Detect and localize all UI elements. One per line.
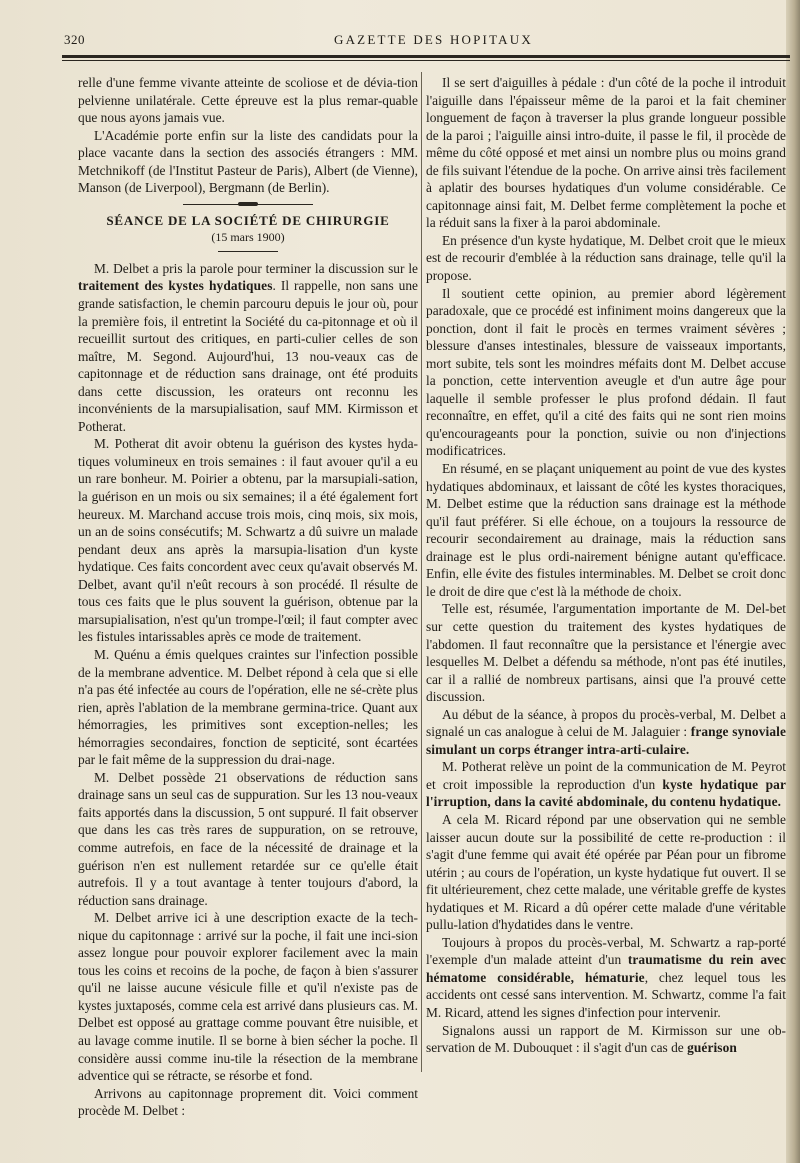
paragraph-quenu: M. Quénu a émis quelques craintes sur l'infection possible de la membrane adventice. M. Delbet répond à cela que si elle n'a pas été infectée au cours de l'opération, elle ne sé-crète plus rien, après l'ablation de la membrane germina-trice. Quant aux hémorragies, les primitives sont exception-nelles; les hémorragies secondaires, fonction de septicité, sont écartées par le fait même de la suppression du drai-nage. — [78, 646, 418, 768]
left-column — [78, 74, 418, 1120]
paragraph-capitonnage: Arrivons au capitonnage proprement dit. Voici comment procède M. Delbet : — [78, 1085, 418, 1119]
header-rule-thin — [62, 60, 790, 61]
bold-traumatisme-rein: traumatisme du rein avec hématome considérable, hématurie — [426, 952, 786, 985]
paragraph-peyrot: M. Potherat relève un point de la communication de M. Peyrot et croit impossible la reproduction d'un kyste hydatique par l'irruption, dans la cavité abdominale, du contenu hydatique. — [426, 759, 786, 810]
column-divider — [421, 72, 422, 1072]
journal-title: GAZETTE DES HOPITAUX — [334, 32, 533, 47]
paragraph-aiguilles: Il se sert d'aiguilles à pédale : d'un côté de la poche il introduit l'aiguille dans l'épaisseur même de la paroi et la fait cheminer longuement de façon à traverser la plus grande longueur possible de la paroi ; l'aiguille ainsi intro-duite, il passe le fil, il procède de même du côté opposé et met ainsi un nombre plus ou moins grand de fils suivant l'étendue de la poche. On arrive ainsi très facilement à aplatir des bourses hydatiques d'un volume considérable. Ce capitonnage ainsi fait, M. Delbet ferme complètement la poche et la réduit sans la fixer à la paroi abdominale. — [426, 75, 786, 231]
bold-kyste-irruption: kyste hydatique par l'irruption, dans la cavité abdominale, du contenu hydatique. — [426, 776, 786, 810]
page-number: 320 — [64, 32, 85, 47]
right-column — [426, 74, 786, 1057]
paragraph-observations: M. Delbet possède 21 observations de réduction sans drainage sans un seul cas de suppuration. Sur les 13 nou-veaux faits apportés dans la discussion, 5 ont suppuré. Il fait observer que dans les cas très rares de suppuration, on se retrouve, comme autrefois, en face de la nécessité de drainage et la guérison n'en est nullement retardée sur ce qu'elle était autrefois. Il y a tout avantage à tenter toujours d'abord, la réduction sans drainage. — [78, 769, 418, 908]
paragraph-ricard: A cela M. Ricard répond par une observation qui ne semble laisser aucun doute sur la possibilité de cette re-production : il s'agit d'une femme qui avait été opérée par Péan pour un fibrome utérin ; au cours de l'opération, un kyste hydatique fut ouvert. Il se fit ultérieurement, chez cette malade, une véritable greffe de kystes hydatiques et M. Ricard a dû opérer cette malade d'une véritable pullu-lation d'hydatides dans le ventre. — [426, 811, 786, 933]
paragraph-presence: En présence d'un kyste hydatique, M. Delbet croit que le mieux est de recourir d'emblée à la réduction sans drainage, telle qu'il la propose. — [426, 232, 786, 284]
paragraph-resume: En résumé, en se plaçant uniquement au point de vue des kystes hydatiques abdominaux, et laissant de côté les kystes thoraciques, M. Delbet estime que la réduction sans drainage est la méthode qu'il faut préférer. Si elle échoue, on a toujours la ressource de recourir secondairement au drainage, mais la réduction sans drainage est le plus ordi-nairement bénigne autant qu'efficace. Enfin, elle évite des fistules interminables. M. Delbet se croit donc le droit de dire que c'est là la méthode de choix. — [426, 461, 786, 599]
paragraph-potherat: M. Potherat dit avoir obtenu la guérison des kystes hyda-tiques volumineux en trois semaines : il faut avouer qu'il a eu un rare bonheur. M. Poirier a obtenu, par la marsupiali-sation, la guérison en un mois ou six semaines; il a été également fort heureux. M. Marchand accuse trois mois, cinq mois, six mois, un an de soins consécutifs; M. Schwartz a dû suivre un malade pendant deux ans après la marsupia-lisation d'un kyste hydatique. Ces faits concordent avec ceux qu'avait observés M. Delbet, avant qu'il n'eût recours à son procédé. Il résulte de tous ces faits que le plus souvent la guérison, obtenue par la marsupialisation, n'est qu'un trompe-l'œil; il faut compter avec les fistules intarissables après ce mode de traitement. — [78, 436, 418, 645]
paragraph-kirmisson: Signalons aussi un rapport de M. Kirmisson sur une ob-servation de M. Dubouquet : il s'agit d'un cas de guérison — [426, 1022, 786, 1056]
bold-frange-synoviale: frange synoviale simulant un corps étranger intra-arti-culaire. — [426, 724, 786, 757]
section-heading: SÉANCE DE LA SOCIÉTÉ DE CHIRURGIE — [106, 212, 390, 228]
header-rule-thick — [62, 55, 790, 58]
bold-guerison: guérison — [687, 1040, 737, 1056]
page-spine-edge — [786, 0, 800, 1163]
paragraph-academie: L'Académie porte enfin sur la liste des candidats pour la place vacante dans la section des associés étrangers : MM. Metchnikoff (de l'Institut Pasteur de Paris), Albert (de Vienne), Manson (de Liverpool), Bergmann (de Berlin). — [78, 127, 418, 196]
paragraph-ponction: Il soutient cette opinion, au premier abord légèrement paradoxale, que ce procédé est infiniment moins dangereux que la ponction, dont il fait le procès en termes vraiment sévères ; blessure d'anses intestinales, blessure de vaisseaux importants, mort subite, tels sont les moindres méfaits dont M. Delbet accuse la ponction, cette intervention aveugle et d'un autre âge pour laquelle il semble professer le plus profond dédain. Il faut reconnaître, en effet, qu'il a cité des faits qui ne sont rien moins qu'encourageants pour la ponction, suivie ou non d'injections modificatrices. — [426, 285, 786, 459]
section-date: (15 mars 1900) — [211, 230, 285, 245]
paragraph-schwartz: Toujours à propos du procès-verbal, M. Schwartz a rap-porté l'exemple d'un malade atteint d'un traumatisme du rein avec hématome considérable, hématurie, chez lequel tous les accidents ont cessé sans intervention. M. Schwartz, comme l'a fait M. Ricard, attend les signes d'infection pour intervenir. — [426, 934, 786, 1020]
paragraph-proces-verbal: Au début de la séance, à propos du procès-verbal, M. Delbet a signalé un cas analogue à celui de M. Jalaguier : frange synoviale simulant un corps étranger intra-arti-culaire. — [426, 706, 786, 757]
paragraph-technique: M. Delbet arrive ici à une description exacte de la tech-nique du capitonnage : arrivé sur la poche, il fait une inci-sion assez longue pour pouvoir explorer facilement avec la main tous les coins et recoins de la poche, de façon à bien s'assurer qu'il ne laisse aucune vésicule fille et qu'il n'existe pas de kystes juxtaposés, comme cela est arrivé dans plusieurs cas. M. Delbet est opposé au grattage comme pouvant être nuisible, et au lavage comme inutile. Il se borne à bien sécher la poche. Il considère aussi comme inu-tile la résection de la membrane adventice qui se rétracte, se résorbe et fond. — [78, 910, 418, 1084]
bold-topic-kystes: traitement des kystes hydatiques — [78, 278, 273, 294]
paragraph-continued: relle d'une femme vivante atteinte de scoliose et de dévia-tion pelvienne unilatérale. Cette épreuve est la plus remar-quable que nous ayons jamais vue. — [78, 75, 418, 126]
page-header — [64, 32, 788, 54]
paragraph-argumentation: Telle est, résumée, l'argumentation importante de M. Del-bet sur cette question du traitement des kystes hydatiques de l'abdomen. Il faut reconnaître que la persistance et l'énergie avec lesquelles M. Delbet a défendu sa méthode, n'ont pas été inutiles, car il a rallié de nombreux partisans, ainsi que l'a prouvé cette discussion. — [426, 601, 786, 705]
paragraph-delbet-discussion: M. Delbet a pris la parole pour terminer la discussion sur le traitement des kystes hydatiques. Il rappelle, non sans une grande satisfaction, le chemin parcouru depuis le jour où, pour la première fois, il entretint la Société du ca-pitonnage et où il recueillit surtout des critiques, en parti-culier celles de son maître, M. Segond. Aujourd'hui, 13 nou-veaux cas de capitonnage et de réduction sans drainage, ont été produits dans cette discussion, les orateurs ont reconnu les inconvénients de la marsupialisation, sauf MM. Kirmisson et Potherat. — [78, 260, 418, 434]
section-short-rule — [218, 251, 278, 252]
section-separator-ornament — [183, 200, 313, 208]
